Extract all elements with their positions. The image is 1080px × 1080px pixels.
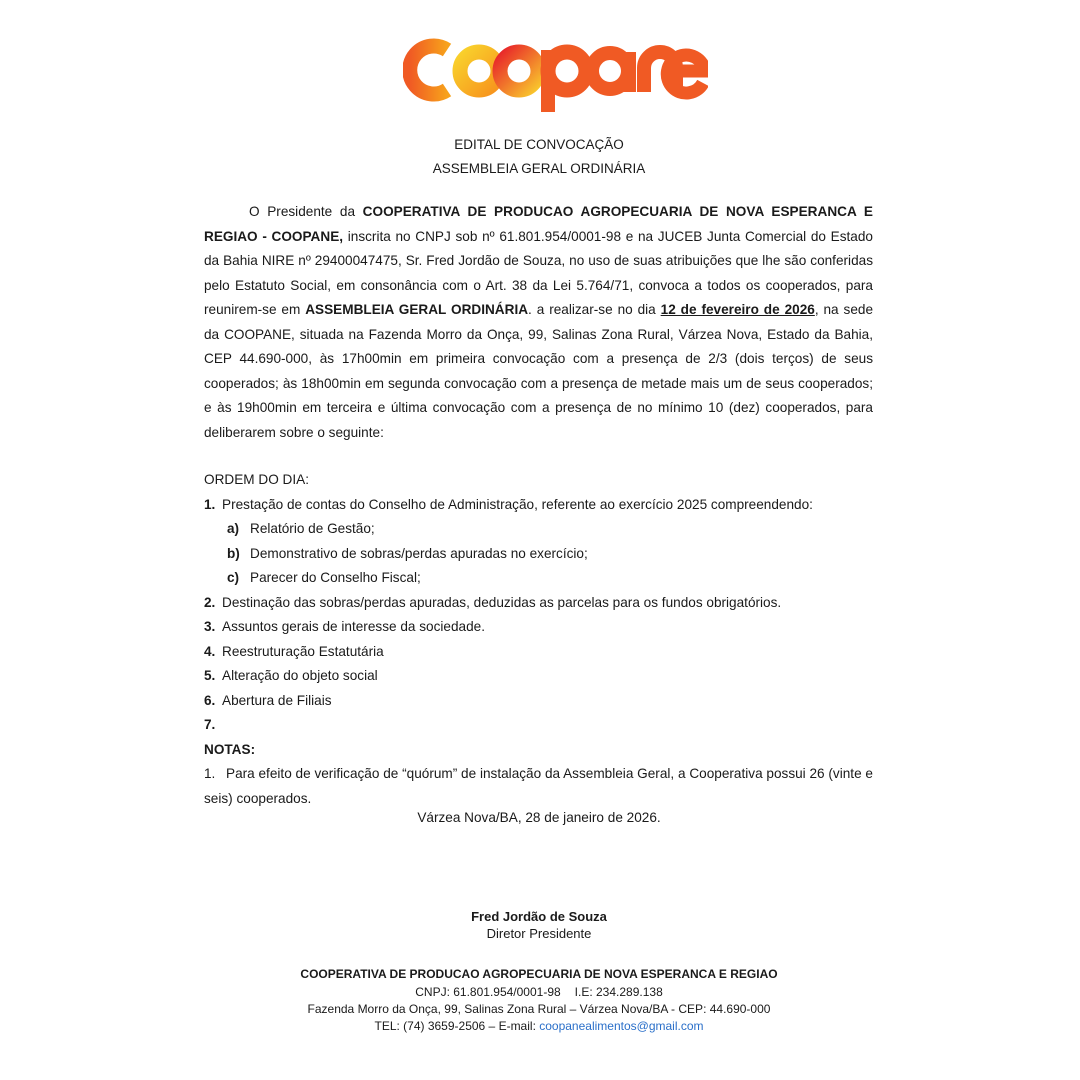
agenda-item: 2. Destinação das sobras/perdas apuradas, deduzidas as parcelas para os fundos obrigatórios. <box>204 594 782 610</box>
agenda-subitem: a) Relatório de Gestão; <box>227 521 375 536</box>
body-text: , na sede da COOPANE, situada na Fazenda Morro da Onça, 99, Salinas Zona Rural, Várzea Nova, Estado da Bahia, CEP 44.690-000, às 17h00min em primeira convocação com a presença de 2/3 (dois terços) de seus cooperados; às 18h00min em segunda convocação com a presença de metade mais um de seus cooperados; e às 19h00min em terceira e última convocação com a presença de no mínimo 10 (dez) cooperados, para deliberarem sobre o seguinte: <box>204 302 874 440</box>
agenda <box>204 468 884 762</box>
body-text: inscrita no CNPJ sob nº 61.801.954/0001-98 e na JUCEB Junta Comercial do Estado da Bahia NIRE nº 29400047475, Sr. Fred Jordão de Souza, no uso de suas atribuições que lhe são conferidas pelo Estatuto Social, em consonância com o Art. 38 da Lei 5.764/71, convoca a todos os cooperados, para reunirem-se em <box>204 228 873 317</box>
footer-registration <box>0 985 1078 999</box>
document-title: EDITAL DE CONVOCAÇÃO <box>454 137 624 152</box>
footer-ie: I.E: 234.289.138 <box>574 985 663 999</box>
document-subtitle: ASSEMBLEIA GERAL ORDINÁRIA <box>432 161 646 176</box>
agenda-item: 6. Abertura de Filiais <box>204 692 332 708</box>
note-item: 1. Para efeito de verificação de “quórum” de instalação da Assembleia Geral, a Cooperativa possui 26 (vinte e seis) cooperados. <box>204 766 873 806</box>
agenda-subitem: c) Parecer do Conselho Fiscal; <box>227 570 421 585</box>
coopane-logo <box>403 38 708 114</box>
agenda-item: 5. Alteração do objeto social <box>204 668 378 683</box>
agenda-item: 4. Reestruturação Estatutária <box>204 643 384 659</box>
notes-heading: NOTAS: <box>204 741 256 757</box>
signatory-name: Fred Jordão de Souza <box>471 909 607 924</box>
convocation-body <box>204 200 873 445</box>
agenda-item: 1. Prestação de contas do Conselho de Administração, referente ao exercício 2025 compreendendo: <box>204 496 813 512</box>
body-text: O Presidente da <box>249 204 363 219</box>
agenda-subitem: b) Demonstrativo de sobras/perdas apuradas no exercício; <box>227 545 588 561</box>
footer-company: COOPERATIVA DE PRODUCAO AGROPECUARIA DE NOVA ESPERANCA E REGIAO <box>300 967 778 981</box>
footer-tel: TEL: (74) 3659-2506 – E-mail: <box>374 1019 540 1033</box>
agenda-item: 3. Assuntos gerais de interesse da sociedade. <box>204 619 485 634</box>
agenda-heading: ORDEM DO DIA: <box>204 472 309 487</box>
footer-cnpj: CNPJ: 61.801.954/0001-98 <box>415 985 561 999</box>
place-date: Várzea Nova/BA, 28 de janeiro de 2026. <box>417 810 661 825</box>
agenda-item: 7. <box>204 717 216 732</box>
assembly-date: 12 de fevereiro de 2026 <box>660 302 815 317</box>
body-text: . a realizar-se no dia <box>528 302 661 317</box>
footer-address: Fazenda Morro da Onça, 99, Salinas Zona Rural – Várzea Nova/BA - CEP: 44.690-000 <box>307 1002 771 1016</box>
signatory-role: Diretor Presidente <box>486 926 592 941</box>
footer-contact <box>0 1019 1078 1033</box>
cooperative-name: COOPERATIVA DE PRODUCAO AGROPECUARIA DE NOVA ESPERANCA E REGIAO - COOPANE, <box>204 204 873 244</box>
assembly-name: ASSEMBLEIA GERAL ORDINÁRIA <box>305 302 529 317</box>
footer-email-link[interactable]: coopanealimentos@gmail.com <box>539 1019 704 1033</box>
